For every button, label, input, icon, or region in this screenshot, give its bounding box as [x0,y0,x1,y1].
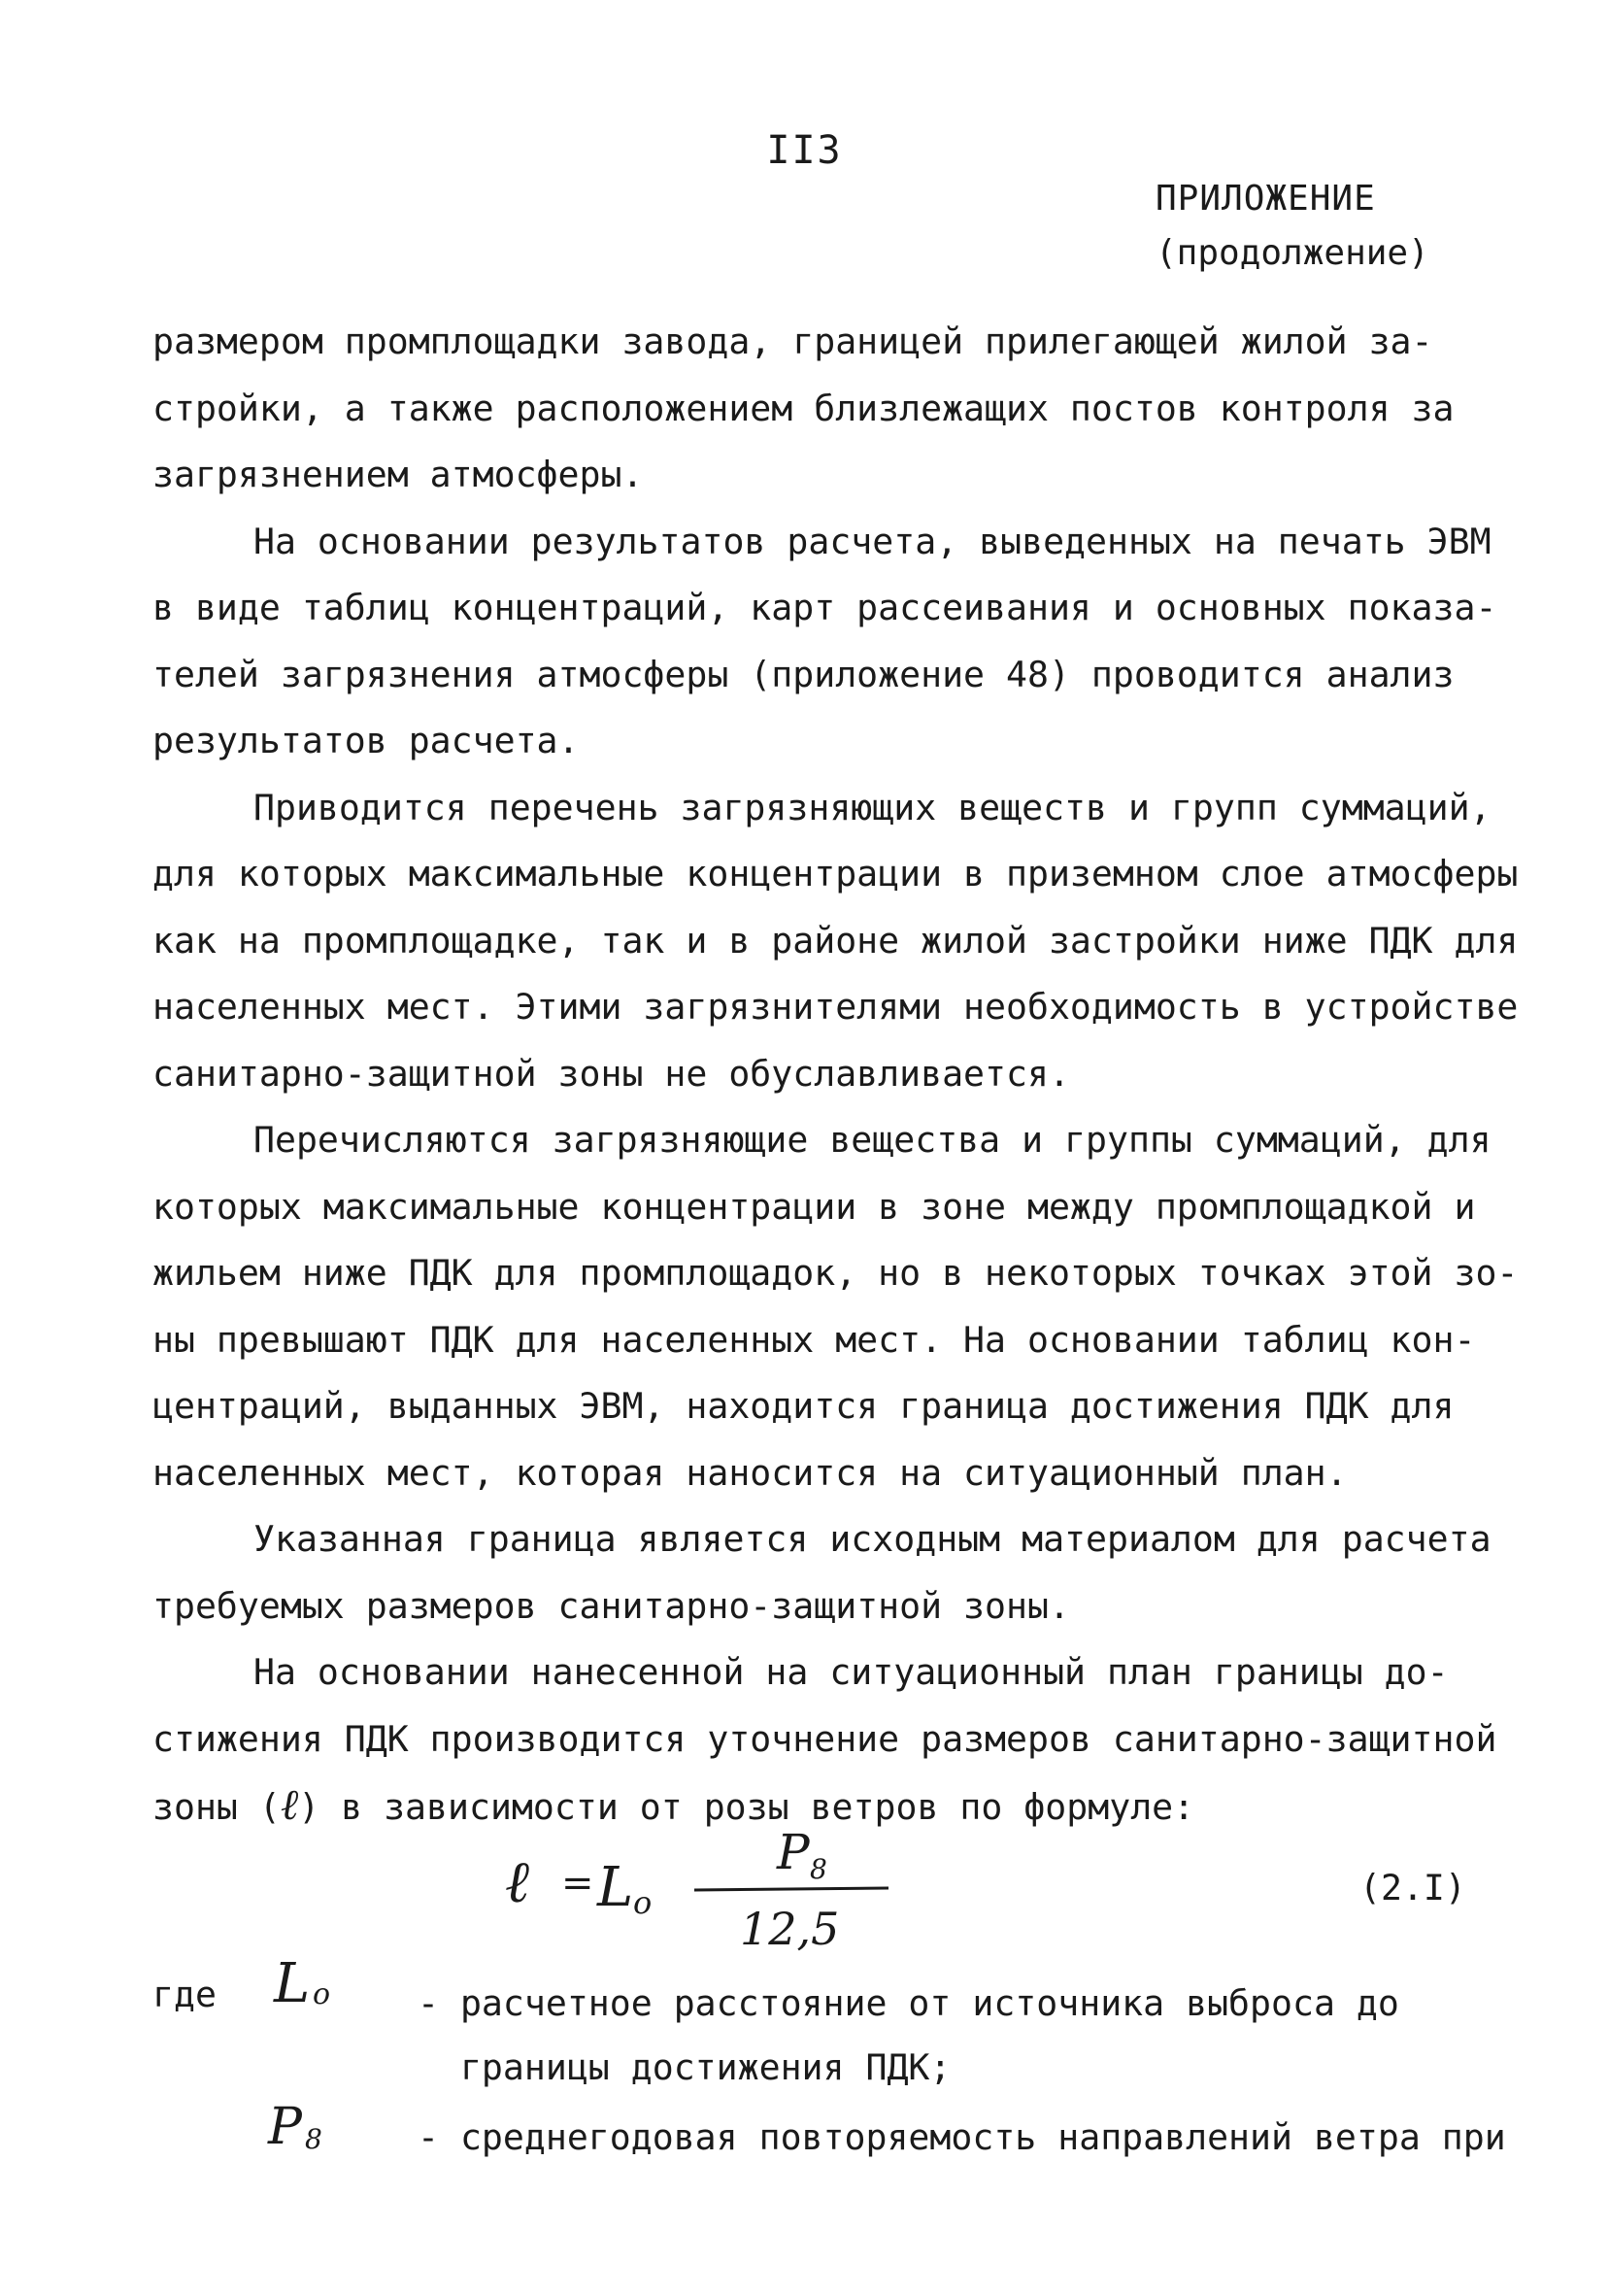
text-line: ны превышают ПДК для населенных мест. На основании таблиц кон- [152,1318,1476,1361]
text-line: требуемых размеров санитарно-защитной зоны. [152,1584,1070,1627]
text-line: Приводится перечень загрязняющих веществ и групп суммаций, [253,786,1492,828]
text-line: для которых максимальные концентрации в приземном слое атмосферы [152,853,1519,895]
text-line: жильем ниже ПДК для промплощадок, но в некоторых точках этой зо- [152,1252,1519,1294]
paragraph-lines [152,309,1519,1773]
def-symbol-p8-sub: 8 [305,2123,322,2155]
formula-2-1 [486,1826,952,1962]
text-line: населенных мест, которая наносится на ситуационный план. [152,1451,1348,1494]
formula-graphic [486,1826,952,1962]
text-line: Указанная граница является исходным материалом для расчета [253,1518,1492,1560]
text-line: стройки, а также расположением близлежащих постов контроля за [152,387,1455,429]
fraction-bar [694,1888,888,1890]
text-line: которых максимальные концентрации в зоне между промплощадкой и [152,1185,1476,1228]
formula-factor: L [597,1856,634,1919]
text-line: центраций, выданных ЭВМ, находится граница достижения ПДК для [152,1385,1455,1427]
def-symbol-p8: P [268,2098,302,2156]
formula-lhs: ℓ [505,1848,529,1916]
text-line: телей загрязнения атмосферы (приложение 48) проводится анализ [152,653,1455,695]
where-word: где [152,1974,217,2015]
text-line: На основании результатов расчета, выведенных на печать ЭВМ [253,520,1492,562]
formula-numerator: P [777,1824,810,1880]
formula-denominator: 12,5 [740,1903,840,1955]
formula-factor-sub: o [633,1884,653,1921]
appendix-subtitle: (продолжение) [1156,233,1429,273]
text-line: как на промплощадке, так и в районе жилой застройки ниже ПДК для [152,919,1519,962]
formula-equals: = [561,1861,594,1906]
def-text-l0-line1: - расчетное расстояние от источника выброса до [418,1982,1399,2024]
text-line: санитарно-защитной зоны не обуславливается. [152,1052,1070,1095]
def-symbol-l0: L [274,1952,311,2015]
page-number: II3 [766,128,843,173]
def-text-l0-line2: границы достижения ПДК; [418,2046,952,2088]
equation-number: (2.I) [1359,1867,1466,1908]
text-line: На основании нанесенной на ситуационный план границы до- [253,1651,1449,1693]
text-line: Перечисляются загрязняющие вещества и группы суммаций, для [253,1119,1492,1161]
text-line: результатов расчета. [152,720,580,761]
formula-numerator-sub: 8 [810,1853,827,1885]
text-line: стижения ПДК производится уточнение размеров санитарно-защитной [152,1717,1497,1760]
formula-intro-after: ) в зависимости от розы ветров по формуле: [298,1786,1195,1828]
text-line: в виде таблиц концентраций, карт рассеивания и основных показа- [152,587,1497,628]
text-line: размером промплощадки завода, границей прилегающей жилой за- [152,321,1433,362]
body-text [152,309,1519,1840]
def-symbol-l0-sub: o [313,1977,331,2011]
text-line: населенных мест. Этими загрязнителями необходимость в устройстве [152,986,1519,1028]
appendix-title: ПРИЛОЖЕНИЕ [1156,179,1376,219]
formula-intro-symbol: ℓ [280,1780,299,1830]
text-line: загрязнением атмосферы. [152,454,644,495]
def-text-p8-line1: - среднегодовая повторяемость направлений ветра при [418,2116,1506,2158]
formula-intro-before: зоны ( [152,1786,281,1828]
